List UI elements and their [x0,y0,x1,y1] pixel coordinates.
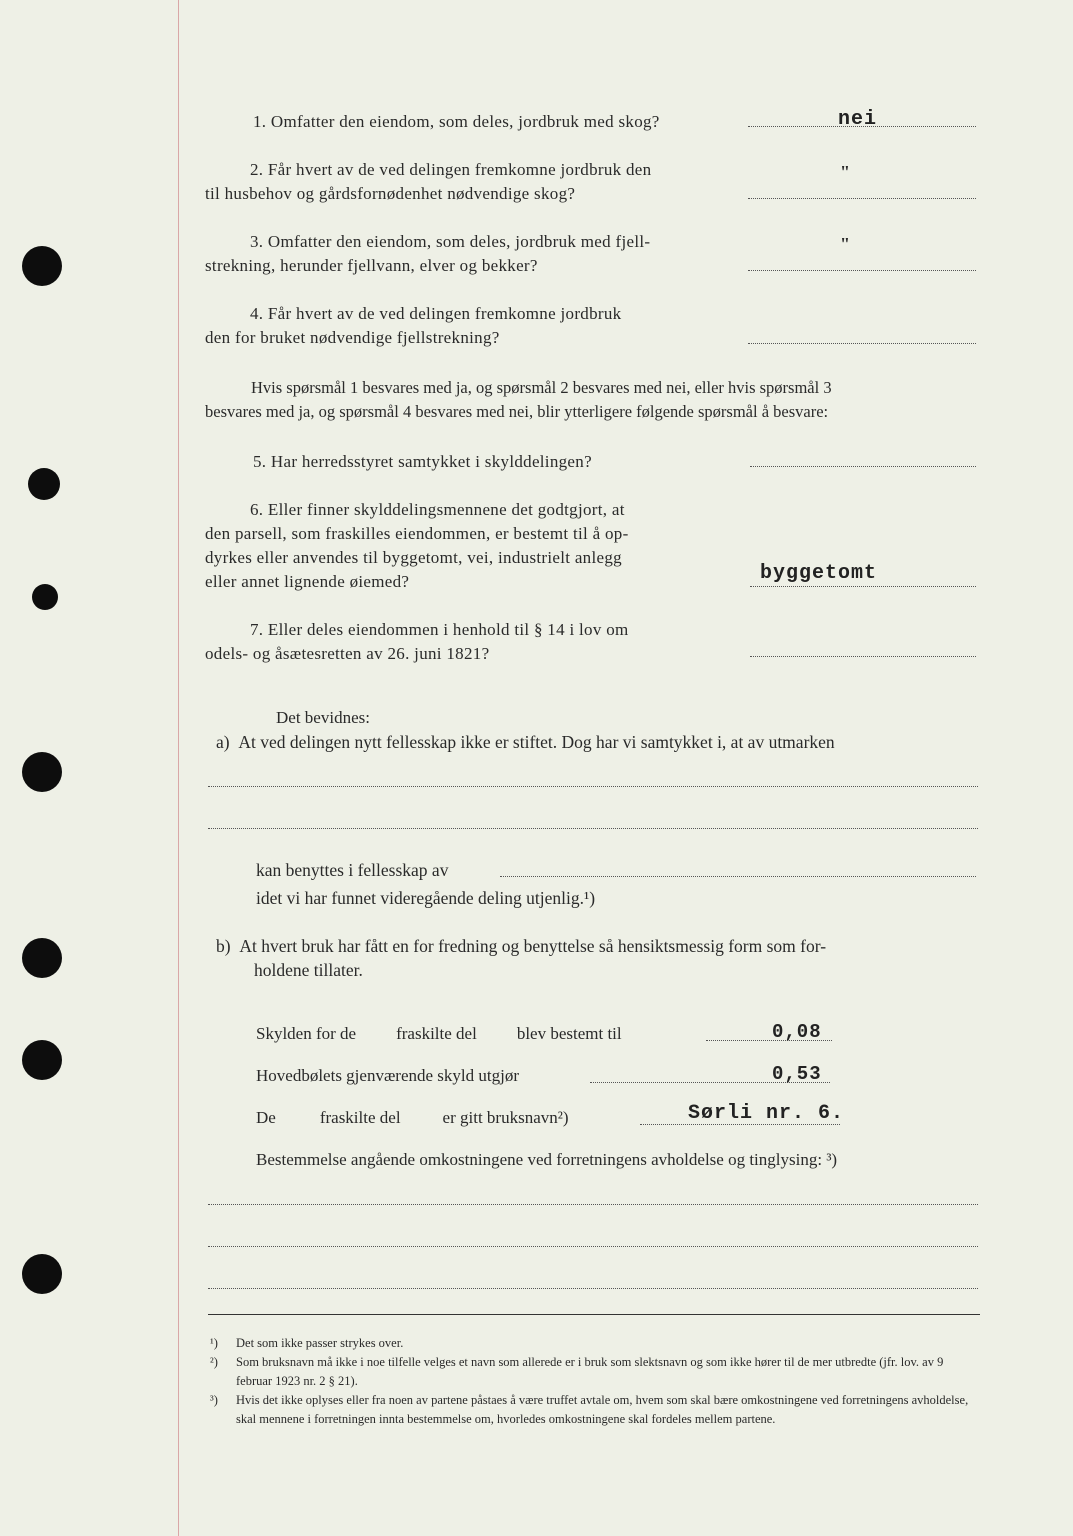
binder-hole [22,1040,62,1080]
answer-q2: " [840,162,850,182]
binder-hole [32,584,58,610]
binder-hole [22,752,62,792]
answer-line [748,343,976,344]
fill-line [208,1204,978,1205]
question-text: strekning, herunder fjellvann, elver og bekker? [205,256,538,275]
question-3 [205,230,650,278]
skyld-row-2: Hovedbølets gjenværende skyld utgjør [256,1066,519,1085]
question-number: 3. [250,232,264,251]
footnote-text: Hvis det ikke oplyses eller fra noen av partene påstaes å være truffet avtale om, hvem som skal bære omkostningene ved forretningens avholdelse, skal mennene i forretningen innta bestemmelse om, hvorledes omkostningene skal fordeles mellem partene. [236,1393,969,1426]
question-number: 5. [253,452,267,471]
question-text: eller annet lignende øiemed? [205,572,410,591]
bevidnes-heading: Det bevidnes: [276,708,370,727]
binder-hole [28,468,60,500]
question-text: dyrkes eller anvendes til byggetomt, vei, industrielt anlegg [205,548,622,567]
item-b: b) At hvert bruk har fått en for fredning og benyttelse så hensiktsmessig form som for- holdene tillater. [216,936,827,980]
answer-q1: nei [838,108,878,131]
fill-line [208,1246,978,1247]
answer-line [750,656,976,657]
item-a: a) At ved delingen nytt fellesskap ikke er stiftet. Dog har vi samtykket i, at av utmarken [216,732,835,752]
question-4 [205,302,621,350]
answer-line [748,270,976,271]
answer-q6: byggetomt [760,562,878,585]
costs-label: Bestemmelse angående omkostningene ved forretningens avholdelse og tinglysing: ³) [256,1150,838,1169]
item-label: a) [216,732,230,752]
fill-line [208,786,978,787]
question-text: Eller deles eiendommen i henhold til § 14 i lov om [267,620,629,639]
footnote-text: Det som ikke passer strykes over. [236,1336,404,1350]
question-text: den for bruket nødvendige fjellstrekning? [205,328,500,347]
question-text: Omfatter den eiendom, som deles, jordbruk med fjell- [267,232,651,251]
remaining-skyld-value: 0,53 [772,1063,822,1085]
answer-q3: " [840,234,850,254]
question-7 [205,618,629,666]
question-text: den parsell, som fraskilles eiendommen, er bestemt til å op- [205,524,629,543]
skyld-row-3: De fraskilte del er gitt bruksnavn²) [256,1108,569,1127]
fill-line [208,828,978,829]
margin-line [178,0,179,1536]
footnote-mark: ³) [210,1393,218,1407]
skyld-row-1: Skylden for de fraskilte del blev bestemt til [256,1024,622,1043]
item-label: b) [216,936,231,956]
item-a-line2: kan benyttes i fellesskap av [256,860,449,880]
question-text: til husbehov og gårdsfornødenhet nødvendige skog? [205,184,576,203]
question-6 [205,498,629,594]
skyld-value: 0,08 [772,1021,822,1043]
question-5 [208,450,592,474]
answer-line [748,198,976,199]
question-1 [208,110,660,134]
binder-hole [22,246,62,286]
question-text: odels- og åsætesretten av 26. juni 1821? [205,644,490,663]
answer-line [750,466,976,467]
answer-line [750,586,976,587]
footnote-text: Som bruksnavn må ikke i noe tilfelle velges et navn som allerede er i bruk som slektsnavn og som ikke hører til de mer utbredte (jfr. lov. av 9 februar 1923 nr. 2 § 21). [236,1355,944,1388]
footnote-mark: ²) [210,1355,218,1369]
fill-line [208,1288,978,1289]
bruksnavn-value: Sørli nr. 6. [688,1102,845,1125]
question-number: 7. [250,620,264,639]
item-a-line3: idet vi har funnet videregående deling utjenlig.¹) [256,888,596,908]
question-text: Får hvert av de ved delingen fremkomne jordbruk [267,304,622,323]
conditional-instructions: Hvis spørsmål 1 besvares med ja, og spørsmål 2 besvares med nei, eller hvis spørsmål 3 besvares med ja, og spørsmål 4 besvares med nei, blir ytterligere følgende spørsmål å besvare: [205,378,832,421]
question-number: 4. [250,304,264,323]
question-text: Har herredsstyret samtykket i skylddelingen? [270,452,592,471]
binder-hole [22,938,62,978]
footnote-rule [208,1314,980,1315]
question-text: Får hvert av de ved delingen fremkomne jordbruk den [267,160,652,179]
binder-hole [22,1254,62,1294]
footnote-3 [210,1391,980,1429]
question-number: 6. [250,500,264,519]
footnote-2 [210,1353,980,1391]
footnote-mark: ¹) [210,1336,218,1350]
question-text: Omfatter den eiendom, som deles, jordbruk med skog? [270,112,660,131]
question-number: 2. [250,160,264,179]
question-number: 1. [253,112,267,131]
question-2 [205,158,651,206]
footnotes [210,1334,980,1429]
question-text: Eller finner skylddelingsmennene det godtgjort, at [267,500,625,519]
footnote-1 [210,1334,980,1353]
fill-line [500,876,976,877]
